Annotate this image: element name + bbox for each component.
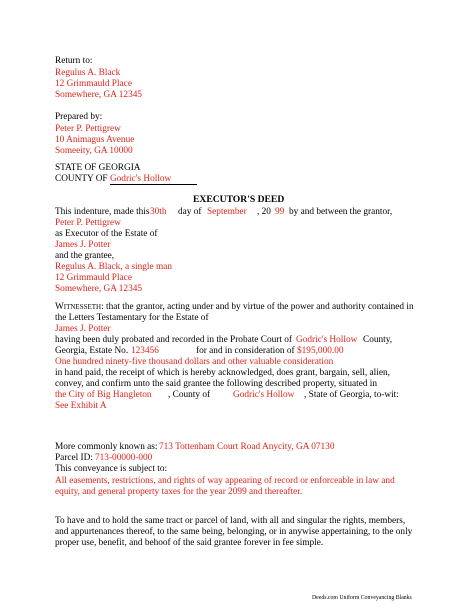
property-city: the City of Big Hangleton xyxy=(55,390,152,400)
consideration-amount: $195,000.00 xyxy=(297,346,344,356)
venue-county-label: COUNTY OF xyxy=(55,174,108,184)
indenture-label: This indenture, made this xyxy=(55,207,150,217)
subject-to-label: This conveyance is subject to: xyxy=(55,464,168,474)
footer-credit: Deeds.com Uniform Conveyancing Blanks xyxy=(312,595,412,601)
witnesseth-estate-name: James J. Potter xyxy=(55,324,111,334)
witnesseth-line1-rest: : that the grantor, acting under and by virtue of the power and authority contained in xyxy=(101,302,414,312)
probate-text: having been duly probated and recorded in the Probate Court of xyxy=(55,335,292,345)
return-to-address2: Somewhere, GA 12345 xyxy=(55,90,143,100)
known-as-label: More commonly known as: xyxy=(55,442,158,452)
witnesseth-line2: the Letters Testamentary for the Estate of xyxy=(55,313,209,323)
venue-county-line xyxy=(55,174,197,185)
return-to-name: Regulus A. Black xyxy=(55,68,121,78)
convey-line: convey, and confirm unto the said grantee the following described property, situated in xyxy=(55,379,378,389)
state-tail: , State of Georgia, to-wit: xyxy=(304,390,399,400)
estate-no-label: Georgia, Estate No. xyxy=(55,346,129,356)
deed-title: EXECUTOR'S DEED xyxy=(193,194,285,205)
property-address: 713 Tottenham Court Road Anycity, GA 07130 xyxy=(159,442,335,452)
probate-county-suffix: County, xyxy=(363,335,393,345)
deed-year-suffix: 99 xyxy=(275,207,285,217)
venue-county-value: Godric's Hollow xyxy=(110,174,197,185)
consideration-label: for and in consideration of xyxy=(196,346,295,356)
deed-month: September xyxy=(207,207,247,217)
venue-state: STATE OF GEORGIA xyxy=(55,163,141,173)
exceptions-line1: All easements, restrictions, and rights of way appearing of record or enforceable in law and xyxy=(55,476,395,486)
parcel-label: Parcel ID: xyxy=(55,453,93,463)
habendum-line3: proper use, benefit, and behoof of the said grantee forever in fee simple. xyxy=(55,538,324,548)
receipt-line: in hand paid, the receipt of which is hereby acknowledged, does grant, bargain, sell, alien, xyxy=(55,368,390,378)
estate-no: 123456 xyxy=(131,346,159,356)
as-executor-label: as Executor of the Estate of xyxy=(55,229,158,239)
prepared-by-address1: 10 Animagus Avenue xyxy=(55,135,135,145)
return-to-address1: 12 Grimmauld Place xyxy=(55,79,132,89)
grantor-name: Peter P. Pettigrew xyxy=(55,218,121,228)
parcel-id: 713-00000-000 xyxy=(95,453,153,463)
witnesseth-lead: Witnesseth xyxy=(55,302,102,312)
witnesseth-line1 xyxy=(55,302,414,313)
exceptions-line2: equity, and general property taxes for the year 2099 and thereafter. xyxy=(55,487,303,497)
between-label: by and between the grantor, xyxy=(289,207,393,217)
amount-words: One hundred ninety-five thousand dollars and other valuable consideration xyxy=(55,357,334,367)
habendum-line2: and appurtenances thereof, to the same being, belonging, or in anywise appertaining, to the only xyxy=(55,527,413,537)
habendum-line1: To have and to hold the same tract or parcel of land, with all and singular the rights, members, xyxy=(55,516,406,526)
property-county: Godric's Hollow xyxy=(233,390,295,400)
prepared-by-label: Prepared by: xyxy=(55,112,103,122)
prepared-by-name: Peter P. Pettigrew xyxy=(55,124,121,134)
deed-day: 30th xyxy=(150,207,167,217)
return-to-label: Return to: xyxy=(55,56,93,66)
exhibit-reference: See Exhibit A xyxy=(55,401,107,411)
property-county-label: , County of xyxy=(168,390,211,400)
grantee-name: Regulus A. Black, a single man xyxy=(55,262,172,272)
and-grantee-label: and the grantee, xyxy=(55,251,115,261)
deed-year-prefix: , 20 xyxy=(257,207,271,217)
estate-name: James J. Potter xyxy=(55,240,111,250)
grantee-address2: Somewhere, GA 12345 xyxy=(55,284,143,294)
day-of-label: day of xyxy=(178,207,202,217)
probate-county: Godric's Hollow xyxy=(296,335,358,345)
prepared-by-address2: Someeity, GA 10000 xyxy=(55,146,133,156)
grantee-address1: 12 Grimmauld Place xyxy=(55,273,132,283)
